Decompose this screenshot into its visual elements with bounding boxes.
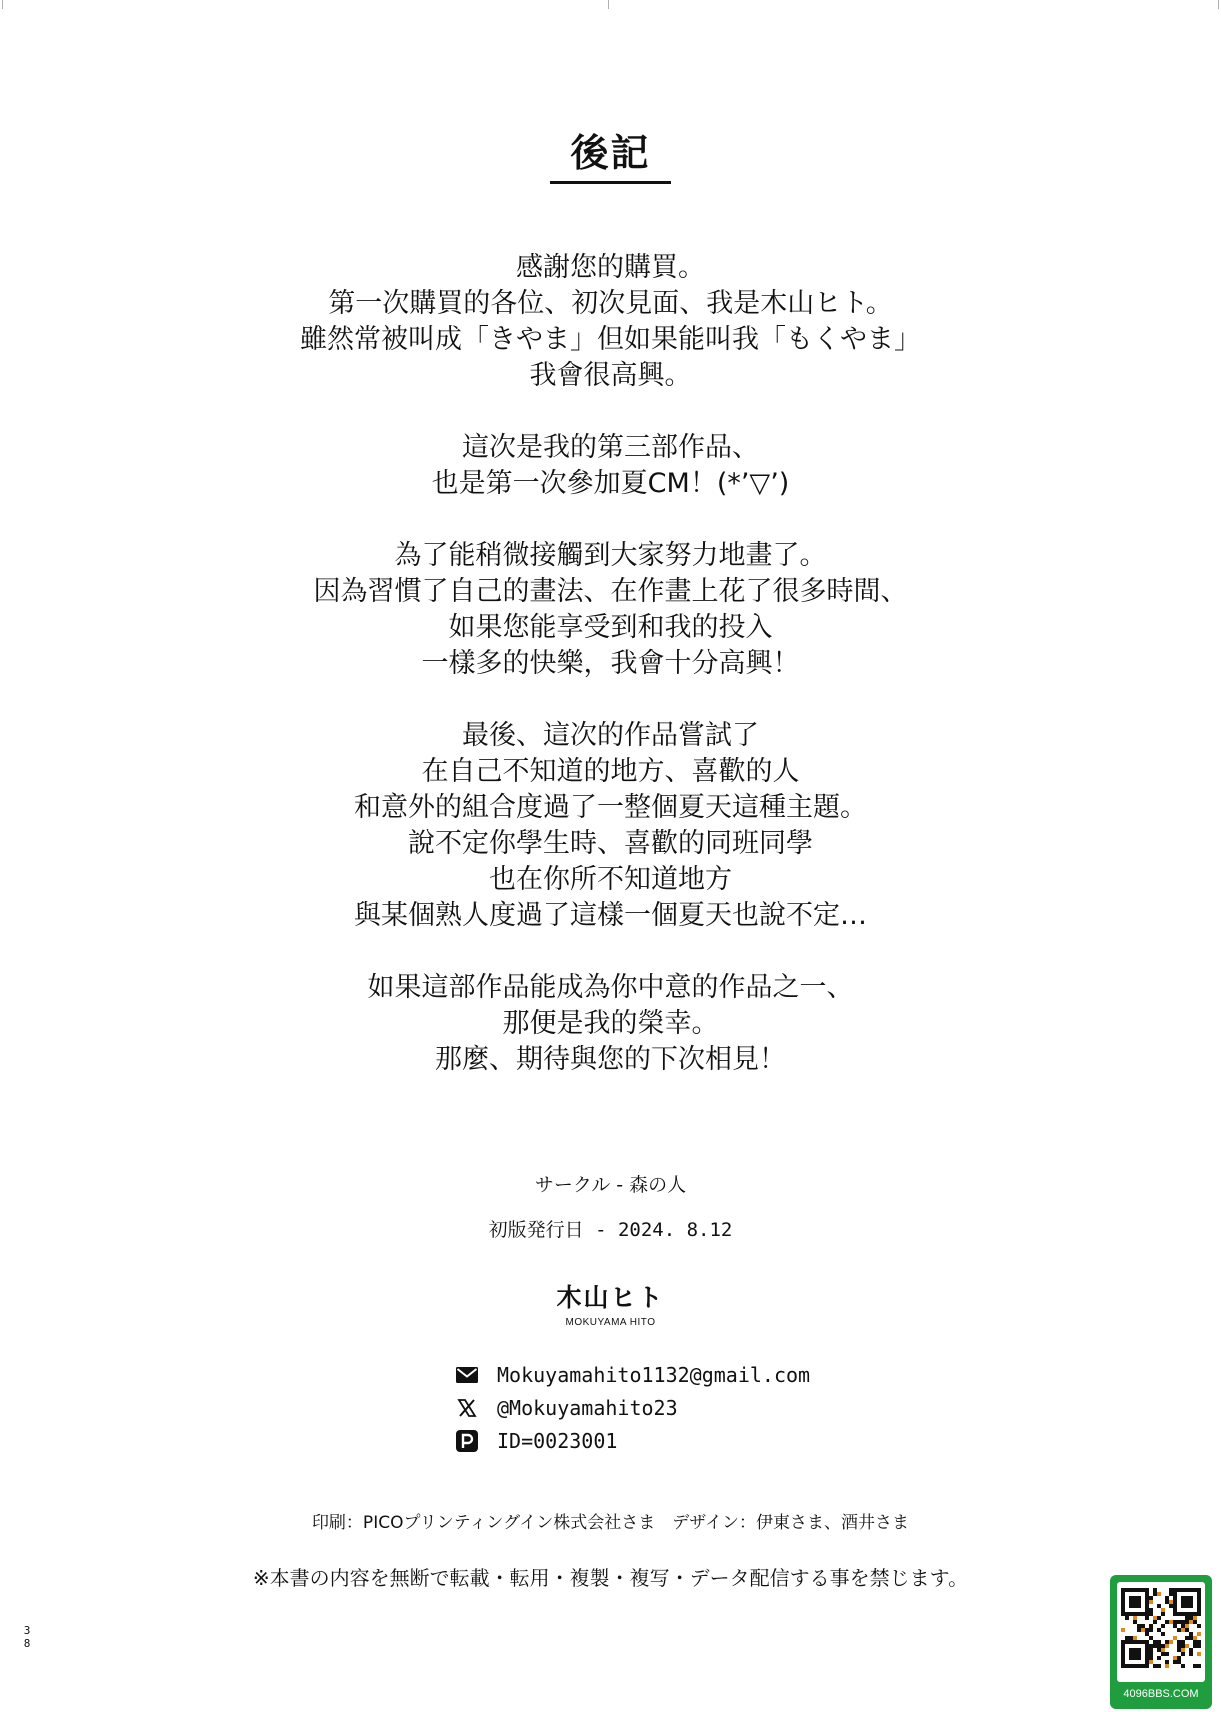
x-logo-icon xyxy=(455,1396,479,1420)
pixiv-id[interactable]: ID=0023001 xyxy=(497,1428,618,1453)
body-paragraph xyxy=(0,970,1221,1078)
release-date: 初版発行日 - 2024. 8.12 xyxy=(488,1219,733,1241)
crop-mark-left xyxy=(2,0,3,9)
contact-pixiv xyxy=(455,1424,875,1457)
body-line: 一樣多的快樂，我會十分高興！ xyxy=(421,648,800,679)
page-number-digit: 8 xyxy=(23,1637,31,1650)
x-handle[interactable]: @Mokuyamahito23 xyxy=(497,1395,678,1420)
copyright-notice: ※本書の内容を無断で転載・転用・複製・複写・データ配信する事を禁じます。 xyxy=(252,1566,969,1590)
body-line: 第一次購買的各位、初次見面、我是木山ヒト。 xyxy=(328,288,893,319)
watermark-qr-badge[interactable] xyxy=(1110,1575,1212,1709)
body-line: 和意外的組合度過了一整個夏天這種主題。 xyxy=(354,792,867,823)
body-line: 如果您能享受到和我的投入 xyxy=(448,612,773,643)
crop-mark-right xyxy=(1218,0,1219,9)
print-design-credits: 印刷：PICOプリンティングイン株式会社さま デザイン：伊東さま、酒井さま xyxy=(311,1513,910,1533)
pixiv-icon xyxy=(455,1429,479,1453)
body-line: 與某個熟人度過了這樣一個夏天也說不定… xyxy=(354,900,867,931)
body-line: 雖然常被叫成「きやま」但如果能叫我「もくやま」 xyxy=(300,324,921,355)
body-line: 那麼、期待與您的下次相見！ xyxy=(435,1044,786,1075)
body-line: 也在你所不知道地方 xyxy=(489,864,732,895)
body-line: 如果這部作品能成為你中意的作品之一、 xyxy=(367,972,854,1003)
body-line: 這次是我的第三部作品、 xyxy=(462,432,759,463)
body-paragraph xyxy=(0,250,1221,394)
contact-list xyxy=(455,1358,875,1457)
body-paragraph xyxy=(0,538,1221,682)
body-line: 為了能稍微接觸到大家努力地畫了。 xyxy=(394,540,827,571)
circle-name: サークル - 森の人 xyxy=(534,1174,687,1196)
mail-icon xyxy=(455,1363,479,1387)
author-block xyxy=(0,1278,1221,1328)
body-line: 說不定你學生時、喜歡的同班同學 xyxy=(408,828,813,859)
body-line: 也是第一次參加夏CM！(*’▽’) xyxy=(431,468,790,499)
body-paragraph xyxy=(0,718,1221,934)
contact-email xyxy=(455,1358,875,1391)
page-number xyxy=(22,1624,32,1650)
body-paragraph xyxy=(0,430,1221,502)
contact-x xyxy=(455,1391,875,1424)
author-roman-name: MOKUYAMA HITO xyxy=(565,1317,656,1328)
crop-mark-center xyxy=(608,0,609,9)
title-block xyxy=(0,122,1221,184)
body-line: 因為習慣了自己的畫法、在作畫上花了很多時間、 xyxy=(313,576,908,607)
body-line: 感謝您的購買。 xyxy=(516,252,705,283)
page-number-digit: 3 xyxy=(23,1624,31,1637)
body-line: 那便是我的榮幸。 xyxy=(502,1008,719,1039)
email-address[interactable]: Mokuyamahito1132@gmail.com xyxy=(497,1362,811,1387)
watermark-site: 4096BBS.COM xyxy=(1123,1688,1199,1700)
qr-code-icon xyxy=(1117,1582,1205,1682)
page-title: 後記 xyxy=(550,122,670,184)
author-name: 木山ヒト xyxy=(556,1283,665,1312)
body-line: 在自己不知道的地方、喜歡的人 xyxy=(421,756,800,787)
body-line: 最後、這次的作品嘗試了 xyxy=(462,720,759,751)
afterword-body xyxy=(0,250,1221,1114)
body-line: 我會很高興。 xyxy=(529,360,692,391)
